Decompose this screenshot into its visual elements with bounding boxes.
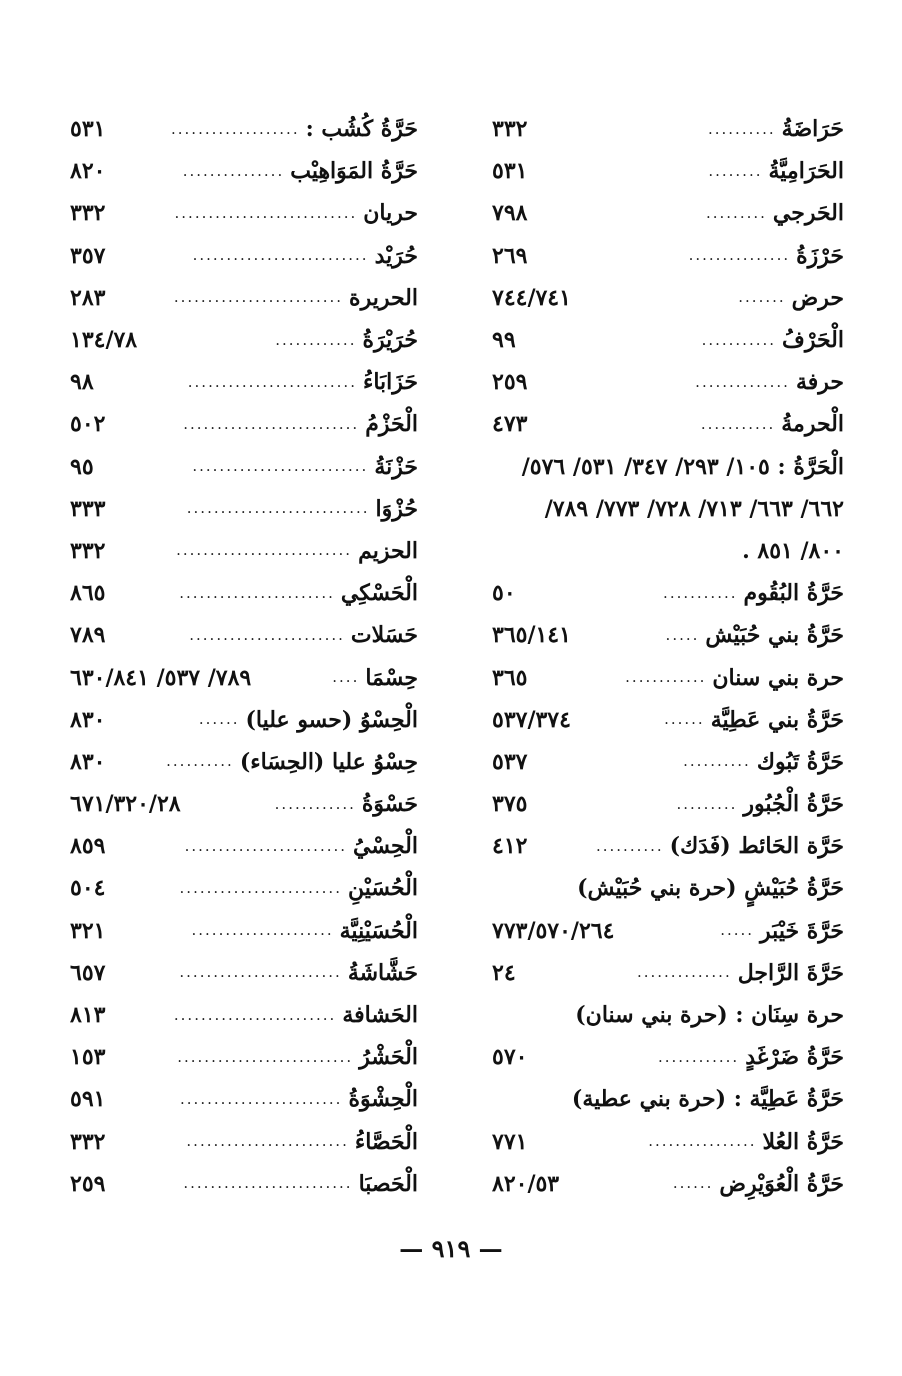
dot-leader: .....: [720, 923, 755, 939]
entry-page-numbers: ٧٨٩/ ٥٣٧/ ٦٣٠/٨٤١: [70, 664, 252, 691]
entry-heading: الحريرة: [349, 284, 418, 311]
index-entry: [492, 994, 844, 1036]
entry-heading: حُرَيْرَةُ: [362, 327, 418, 354]
entry-page-numbers: ٩٥: [70, 453, 94, 480]
entry-heading: حريان: [363, 200, 418, 227]
entry-heading: حَرَّةَ الرَّاجل: [737, 959, 844, 986]
entry-page-numbers: ٥٣٧: [492, 748, 528, 775]
entry-page-numbers: ٨٢٠/٥٣: [492, 1170, 560, 1197]
index-entry: [70, 614, 418, 656]
entry-page-numbers: ٨٦٥: [70, 580, 106, 607]
entry-page-numbers: ٦٧١/٣٢٠/٢٨: [70, 791, 181, 818]
entry-page-numbers: ٥٧٠: [492, 1044, 528, 1071]
entry-page-numbers: ٧٩٨: [492, 200, 528, 227]
entry-heading: الحَرَامِيَّةُ: [768, 158, 844, 185]
entry-heading: حَزْنَةُ: [374, 453, 418, 480]
dot-leader: ..............: [636, 965, 732, 981]
dot-leader: ...........................: [186, 501, 370, 517]
dot-leader: ...........: [701, 332, 777, 348]
dot-leader: .......................: [189, 627, 345, 643]
dot-leader: ...............: [182, 163, 285, 179]
dot-leader: ..........................: [177, 1049, 354, 1065]
index-entry: [70, 277, 418, 319]
entry-page-numbers: ١٣٤/٧٨: [70, 327, 138, 354]
entry-heading: الْحِسْوُ (حسو عليا): [245, 706, 418, 733]
index-entry: [70, 108, 418, 150]
index-entry: [492, 192, 844, 234]
entry-page-numbers: ٢٥٩: [492, 369, 528, 396]
index-entry: [492, 108, 844, 150]
entry-heading: حَرْزَةُ: [796, 242, 844, 269]
index-entry: [492, 699, 844, 741]
index-entry: [70, 319, 418, 361]
entry-page-numbers: ٣٧٥: [492, 791, 528, 818]
dot-leader: ..........................: [192, 459, 369, 475]
entry-page-numbers: ٥٣٧/٣٧٤: [492, 706, 571, 733]
index-entry: [492, 530, 844, 572]
entry-page-numbers: ٣٣٢: [70, 1128, 106, 1155]
entry-page-numbers: ٥٠٢: [70, 411, 106, 438]
index-entry: [70, 994, 418, 1036]
index-entry: [492, 656, 844, 698]
entry-page-numbers: ٧٧١: [492, 1128, 528, 1155]
entry-heading: الْحَسْكِي: [340, 580, 418, 607]
dot-leader: ..........................: [176, 543, 353, 559]
dot-leader: .........: [705, 205, 767, 221]
entry-heading: الْحَرْفُ: [782, 327, 844, 354]
index-entry: [492, 952, 844, 994]
index-entry: [492, 1036, 844, 1078]
entry-heading: الْحَشْرُ: [359, 1044, 418, 1071]
entry-page-numbers: ٧٧٣/٥٧٠/٢٦٤: [492, 917, 615, 944]
entry-heading: حَسَلات: [350, 622, 418, 649]
index-entry: [70, 361, 418, 403]
index-entry: [492, 867, 844, 909]
page-number: — ٩١٩ —: [399, 1234, 503, 1263]
index-entry: [70, 235, 418, 277]
entry-page-numbers: ٩٨: [70, 369, 94, 396]
index-entry: [70, 1121, 418, 1163]
index-entry: [70, 1163, 418, 1205]
entry-heading: الْحرمةُ: [781, 411, 844, 438]
dot-leader: .........................: [187, 374, 357, 390]
dot-leader: ...........: [700, 416, 776, 432]
index-entry: [492, 783, 844, 825]
entry-page-numbers: ٢٤: [492, 959, 516, 986]
dot-leader: .....: [665, 627, 700, 643]
entry-heading: حُرَيْد: [374, 242, 418, 269]
dot-leader: ...........: [663, 585, 738, 601]
index-entry: [492, 572, 844, 614]
entry-page-numbers: ٥٩١: [70, 1086, 106, 1113]
entry-heading: حَرَاضَةُ: [781, 116, 844, 143]
dot-leader: ............: [275, 332, 357, 348]
entry-text: حَرَّةُ عَطِيَّة : (حرة بني عطية): [571, 1086, 844, 1113]
dot-leader: .........................: [173, 290, 344, 306]
index-entry: [70, 952, 418, 994]
entry-page-numbers: ٤٧٣: [492, 411, 528, 438]
entry-text: الْحَرَّةُ : ١٠٥/ ٢٩٣/ ٣٤٧/ ٥٣١/ ٥٧٦/: [521, 453, 844, 480]
entry-page-numbers: ٣٦٥/١٤١: [492, 622, 571, 649]
entry-page-numbers: ٣٣٣: [70, 495, 106, 522]
entry-page-numbers: ٣٦٥: [492, 664, 528, 691]
index-entry: [492, 446, 844, 488]
entry-page-numbers: ٧٤٤/٧٤١: [492, 284, 571, 311]
entry-page-numbers: ٥٣١: [70, 116, 106, 143]
dot-leader: ......: [672, 1176, 714, 1192]
entry-page-numbers: ٣٢١: [70, 917, 106, 944]
entry-text: حَرَّةُ حُبَيْشٍ (حرة بني حُبَيْش): [577, 875, 844, 902]
dot-leader: .......................: [179, 585, 335, 601]
dot-leader: ........................: [184, 838, 348, 854]
dot-leader: ..........: [707, 121, 776, 137]
entry-page-numbers: ٥٣١: [492, 158, 528, 185]
entry-page-numbers: ٨٥٩: [70, 833, 106, 860]
index-entry: [492, 277, 844, 319]
entry-heading: حرفة: [795, 369, 844, 396]
index-entry: [70, 403, 418, 445]
entry-heading: حَرَّةُ الْعُوَيْرِض: [719, 1170, 844, 1197]
entry-page-numbers: ٥٠: [492, 580, 516, 607]
entry-heading: حَسْوَةُ: [361, 791, 418, 818]
entry-heading: حَرَّةُ ضَرْغَدٍ: [745, 1044, 844, 1071]
dot-leader: ......: [664, 712, 705, 728]
entry-page-numbers: ٢٦٩: [492, 242, 528, 269]
index-entry: [492, 741, 844, 783]
entry-heading: الحَرجي: [772, 200, 844, 227]
entry-heading: حَزَابَاءُ: [362, 369, 418, 396]
dot-leader: ..........................: [183, 416, 360, 432]
entry-page-numbers: ٤١٢: [492, 833, 528, 860]
dot-leader: ........................: [173, 1007, 337, 1023]
index-entry: [492, 150, 844, 192]
entry-text: ٦٦٢/ ٦٦٣/ ٧١٣/ ٧٢٨/ ٧٧٣/ ٧٨٩/: [544, 495, 844, 522]
index-entry: [70, 910, 418, 952]
dot-leader: .........: [676, 796, 738, 812]
entry-heading: الْحَصبَا: [358, 1170, 418, 1197]
entry-page-numbers: ٨٣٠: [70, 706, 106, 733]
index-entry: [70, 1078, 418, 1120]
dot-leader: .....................: [191, 923, 334, 939]
index-entry: [70, 488, 418, 530]
index-entry: [70, 530, 418, 572]
entry-page-numbers: ٨٢٠: [70, 158, 106, 185]
index-column-right: [492, 108, 844, 1205]
entry-heading: الْحَصَّاءُ: [354, 1128, 418, 1155]
index-entry: [70, 783, 418, 825]
index-entry: [70, 825, 418, 867]
entry-heading: الْحُسَيْنِيَّة: [339, 917, 418, 944]
entry-page-numbers: ٦٥٧: [70, 959, 106, 986]
entry-heading: الْحِشْوَةُ: [348, 1086, 418, 1113]
entry-page-numbers: ٣٣٢: [492, 116, 528, 143]
index-column-left: [70, 108, 418, 1205]
entry-page-numbers: ٨١٣: [70, 1002, 106, 1029]
index-entry: [492, 1163, 844, 1205]
index-entry: [70, 699, 418, 741]
index-entry: [492, 1078, 844, 1120]
entry-heading: حَرَّةُ المَوَاهِيْب: [290, 158, 418, 185]
entry-heading: حَرَّةُ تَبُوك: [756, 748, 844, 775]
entry-heading: حَرَّةُ البُقُوم: [743, 580, 844, 607]
dot-leader: ........: [708, 163, 763, 179]
entry-heading: حَرَّةُ العُلا: [762, 1128, 844, 1155]
dot-leader: ..............: [695, 374, 790, 390]
index-entry: [492, 361, 844, 403]
index-entry: [70, 656, 418, 698]
entry-text: حرة سِنَان : (حرة بني سنان): [575, 1002, 844, 1029]
dot-leader: ..........: [683, 754, 751, 770]
dot-leader: ...................: [171, 121, 300, 137]
entry-page-numbers: ٧٨٩: [70, 622, 106, 649]
entry-heading: حَرَّةُ كُشُب :: [305, 116, 418, 143]
entry-heading: حَشَّاشَةُ: [347, 959, 418, 986]
entry-heading: الحزيم: [358, 537, 418, 564]
dot-leader: ............: [625, 670, 707, 686]
entry-page-numbers: ١٥٣: [70, 1044, 106, 1071]
dot-leader: ..........: [595, 838, 664, 854]
dot-leader: ....: [332, 670, 360, 686]
entry-heading: حرة بني سنان: [712, 664, 844, 691]
entry-heading: حِسْمَا: [365, 664, 418, 691]
entry-heading: حَرَّةَ خَيْبَر: [760, 917, 844, 944]
entry-page-numbers: ٥٠٤: [70, 875, 106, 902]
dot-leader: ................: [648, 1134, 757, 1150]
index-entry: [70, 741, 418, 783]
entry-heading: حَرَّةُ بني عَطِيَّة: [710, 706, 844, 733]
dot-leader: ...............: [688, 248, 791, 264]
entry-page-numbers: ٢٥٩: [70, 1170, 106, 1197]
index-entry: [70, 192, 418, 234]
index-entry: [492, 403, 844, 445]
entry-page-numbers: ٣٣٢: [70, 200, 106, 227]
index-entry: [492, 614, 844, 656]
entry-page-numbers: ٣٣٢: [70, 537, 106, 564]
dot-leader: ........................: [186, 1134, 349, 1150]
entry-text: ٨٠٠/ ٨٥١ .: [742, 537, 844, 564]
dot-leader: .........................: [183, 1176, 353, 1192]
entry-page-numbers: ٨٣٠: [70, 748, 106, 775]
entry-heading: الْحِسْيُ: [353, 833, 418, 860]
dot-leader: ........................: [179, 965, 342, 981]
index-entry: [70, 867, 418, 909]
entry-heading: حِسْوُ عليا (الحِسَاء): [239, 748, 418, 775]
index-entry: [70, 572, 418, 614]
index-entry: [492, 1121, 844, 1163]
index-entry: [70, 446, 418, 488]
entry-heading: حُزْوَا: [375, 495, 418, 522]
dot-leader: ..........................: [192, 248, 369, 264]
index-entry: [492, 319, 844, 361]
dot-leader: .......: [738, 290, 786, 306]
dot-leader: ...........................: [174, 205, 358, 221]
entry-heading: حَرَّةُ بني حُبَيْش: [705, 622, 844, 649]
index-entry: [492, 235, 844, 277]
entry-page-numbers: ٩٩: [492, 327, 516, 354]
dot-leader: ........................: [179, 880, 342, 896]
entry-heading: الحَشافة: [342, 1002, 418, 1029]
entry-heading: حَرَّة الحَائط (فَدَك): [669, 833, 844, 860]
dot-leader: ..........: [166, 754, 234, 770]
index-entry: [70, 1036, 418, 1078]
dot-leader: ........................: [180, 1091, 343, 1107]
entry-page-numbers: ٢٨٣: [70, 284, 106, 311]
entry-heading: حَرَّةُ الْجُبُور: [743, 791, 844, 818]
dot-leader: ............: [274, 796, 356, 812]
entry-heading: الْحَزْمُ: [365, 411, 418, 438]
entry-heading: الْحُسَيْنِ: [347, 875, 418, 902]
entry-page-numbers: ٣٥٧: [70, 242, 106, 269]
entry-heading: حرض: [791, 284, 844, 311]
dot-leader: ............: [657, 1049, 740, 1065]
index-entry: [492, 488, 844, 530]
dot-leader: ......: [198, 712, 240, 728]
index-entry: [492, 825, 844, 867]
index-entry: [492, 910, 844, 952]
index-entry: [70, 150, 418, 192]
